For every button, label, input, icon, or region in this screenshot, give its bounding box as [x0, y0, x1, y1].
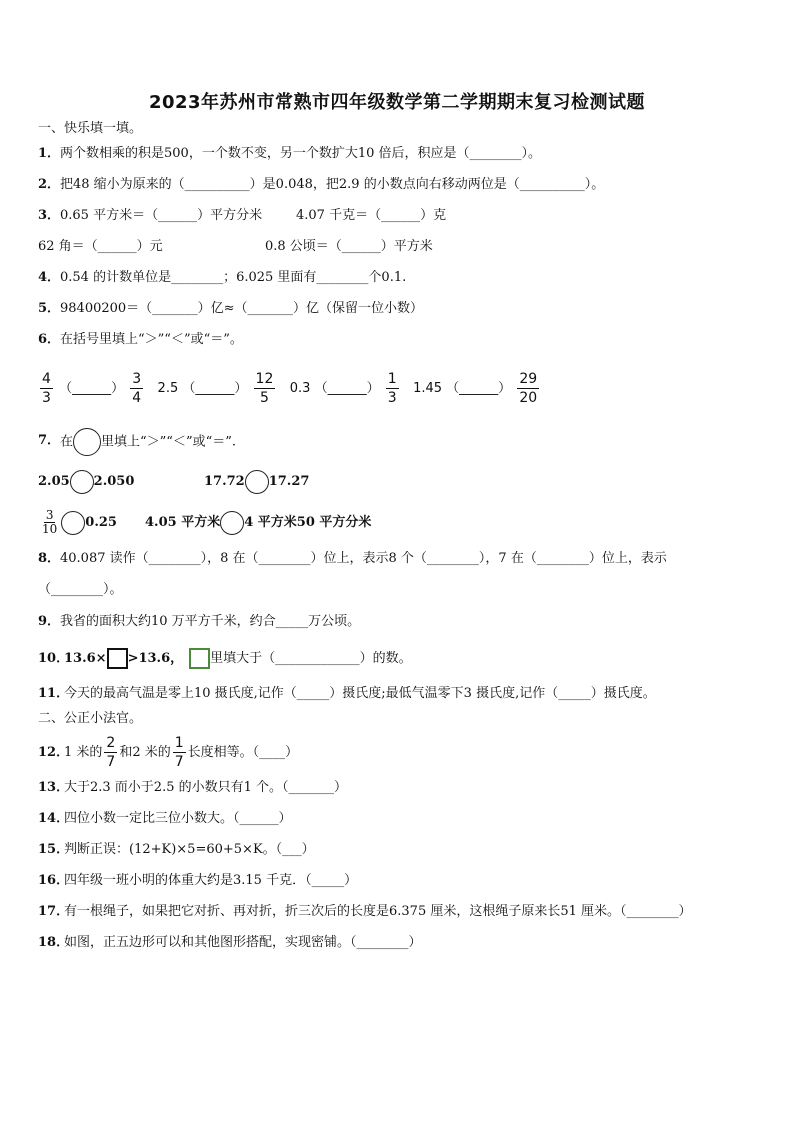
- question-number: 16．: [38, 873, 70, 888]
- comparison: 4.05 平方米 4 平方米50 平方分米: [145, 506, 371, 540]
- question-number: 9．: [38, 614, 61, 629]
- question-number: 2．: [38, 177, 61, 192]
- fraction: $\frac{29}{20}$: [519, 371, 538, 406]
- question-number: 18．: [38, 935, 70, 950]
- question-number: 4．: [38, 270, 61, 285]
- question-text: 我省的面积大约10 万平方千米，约合_____万公顷。: [60, 614, 361, 629]
- fraction: $\frac{1}{7}$: [174, 735, 184, 770]
- question-number: 10．: [38, 651, 70, 666]
- question-number: 5．: [38, 301, 61, 316]
- question-text: 0.54 的计数单位是________；6.025 里面有________个0.1.: [60, 270, 407, 285]
- question-number: 14．: [38, 811, 70, 826]
- fraction: $\frac{1}{3}$: [387, 371, 397, 406]
- question-6-comparisons: [0, 370, 794, 410]
- comparison: $\frac{3}{10}$ 0.25: [42, 508, 117, 536]
- question-text: 四年级一班小明的体重大约是3.15 千克．（_____）: [64, 873, 358, 888]
- comparison: 17.72 17.27: [204, 469, 309, 495]
- question-7-row-2: [0, 506, 794, 540]
- question-text: 有一根绳子，如果把它对折、再对折，折三次后的长度是6.375 厘米，这根绳子原来长51 厘米。（________）: [64, 904, 692, 919]
- question-text: 今天的最高气温是零上10 摄氏度,记作（_____）摄氏度;最低气温零下3 摄氏度,记作（_____）摄氏度。: [64, 686, 656, 701]
- section-2-label: 二、公正小法官。: [38, 711, 143, 726]
- question-number: 3．: [38, 208, 61, 223]
- fraction: $\frac{2}{7}$: [106, 735, 116, 770]
- question-text: 1 米的 $\frac{2}{7}$ 和2 米的 $\frac{1}{7}$ 长度相等。（____）: [64, 735, 299, 770]
- value: 2.5: [157, 381, 179, 396]
- comparison: 2.05 2.050: [38, 469, 134, 495]
- question-text: 98400200＝（_______）亿≈（_______）亿（保留一位小数）: [60, 301, 424, 316]
- circle-blank[interactable]: [220, 511, 244, 535]
- answer-blank[interactable]: （______）: [59, 381, 125, 396]
- question-text: 62 角＝（______）元: [38, 239, 163, 254]
- fraction: $\frac{4}{3}$: [42, 371, 51, 406]
- square-blank[interactable]: [189, 648, 210, 669]
- question-number: 15．: [38, 842, 70, 857]
- question-number: 13．: [38, 780, 70, 795]
- circle-blank[interactable]: [70, 470, 94, 494]
- question-number: 12．: [38, 745, 70, 760]
- question-text: 4.07 千克＝（______）克: [296, 208, 447, 223]
- question-number: 1．: [38, 146, 61, 161]
- question-text: 在括号里填上“＞”“＜”或“＝”。: [60, 332, 243, 347]
- value: 0.3: [289, 381, 311, 396]
- question-12: [0, 734, 794, 774]
- answer-blank[interactable]: （______）: [314, 381, 380, 396]
- question-number: 8．: [38, 551, 61, 566]
- answer-blank[interactable]: （______）: [446, 381, 512, 396]
- fraction: $\frac{3}{4}$: [132, 371, 142, 406]
- fraction: $\frac{12}{5}$: [255, 371, 274, 406]
- square-blank[interactable]: [107, 648, 128, 669]
- value: 1.45: [413, 381, 443, 396]
- question-7: [0, 428, 794, 454]
- fraction: $\frac{3}{10}$: [42, 508, 58, 536]
- question-text: 在 里填上“＞”“＜”或“＝”.: [60, 428, 236, 456]
- question-number: 11．: [38, 686, 70, 701]
- question-text: 两个数相乘的积是500，一个数不变，另一个数扩大10 倍后，积应是（________）。: [60, 146, 541, 161]
- comparison-row: [38, 370, 541, 408]
- question-text: 13.6× >13.6， 里填大于（_____________）的数。: [64, 647, 412, 671]
- answer-blank[interactable]: （______）: [182, 381, 248, 396]
- section-1-label: 一、快乐填一填。: [38, 121, 143, 136]
- circle-blank[interactable]: [61, 511, 85, 535]
- question-number: 6．: [38, 332, 61, 347]
- question-text: 把48 缩小为原来的（__________）是0.048，把2.9 的小数点向右移动两位是（__________）。: [60, 177, 605, 192]
- question-text: 40.087 读作（________），8 在（________）位上，表示8 个（________），7 在（________）位上，表示: [60, 551, 667, 566]
- circle-blank[interactable]: [73, 428, 101, 456]
- question-text: 判断正误：(12+K)×5=60+5×K。（___）: [64, 842, 315, 857]
- page-title: 2023年苏州市常熟市四年级数学第二学期期末复习检测试题: [148, 92, 646, 113]
- question-text: 0.8 公顷＝（______）平方米: [265, 239, 433, 254]
- circle-blank[interactable]: [245, 470, 269, 494]
- question-text: 如图，正五边形可以和其他图形搭配，实现密铺。（________）: [64, 935, 422, 950]
- question-text: （________）。: [38, 582, 123, 597]
- question-text: 大于2.3 而小于2.5 的小数只有1 个。（_______）: [64, 780, 348, 795]
- question-10: [0, 647, 794, 671]
- question-7-row-1: [0, 469, 794, 495]
- question-number: 17．: [38, 904, 70, 919]
- question-text: 四位小数一定比三位小数大。（______）: [64, 811, 292, 826]
- question-text: 0.65 平方米＝（______）平方分米: [60, 208, 263, 223]
- question-number: 7．: [38, 433, 61, 448]
